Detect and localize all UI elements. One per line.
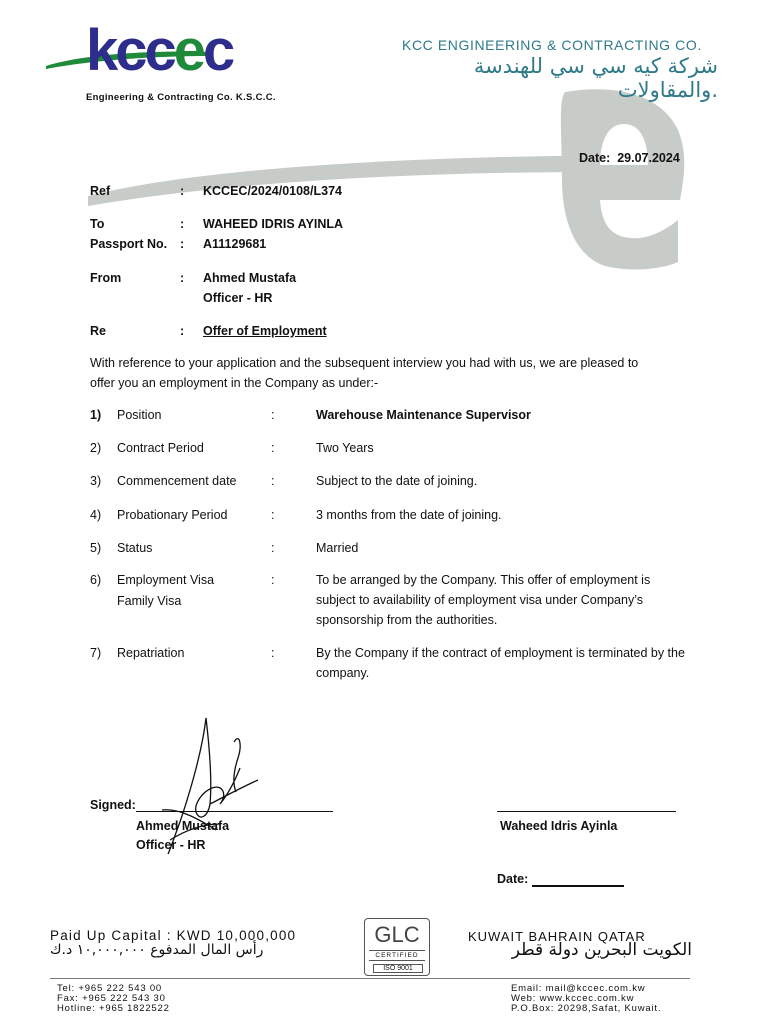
glc-certified-text: CERTIFIED: [369, 950, 425, 961]
item-value: Two Years: [316, 441, 374, 455]
left-signatory-name: Ahmed Mustafa: [136, 819, 230, 833]
item-colon: :: [271, 508, 275, 522]
ref-label: Ref: [90, 184, 111, 198]
countries-arabic: الكويت البحرين دولة قطر: [511, 940, 692, 960]
item-colon: :: [271, 646, 275, 660]
footer-divider: [50, 978, 690, 979]
left-signature-line: [136, 811, 333, 812]
item-colon: :: [271, 408, 275, 422]
item-label: Employment Visa: [117, 573, 215, 587]
to-colon: :: [180, 217, 185, 231]
item-number: 4): [90, 508, 102, 522]
passport-colon: :: [180, 237, 185, 251]
glc-text: GLC: [374, 922, 420, 947]
passport-label: Passport No.: [90, 237, 168, 251]
paid-up-capital: Paid Up Capital : KWD 10,000,000: [50, 928, 297, 943]
date-line: [579, 151, 680, 165]
passport-value: A11129681: [203, 237, 267, 251]
item-colon: :: [271, 441, 275, 455]
footer-contact-left: [57, 984, 170, 1014]
item-value: Warehouse Maintenance Supervisor: [316, 408, 531, 422]
company-name-english: KCC ENGINEERING & CONTRACTING CO.: [402, 37, 702, 53]
item-number: 2): [90, 441, 102, 455]
company-name-arabic: شركة كيه سي سي للهندسة والمقاولات.: [473, 54, 718, 102]
re-colon: :: [180, 324, 185, 338]
footer-tel: Tel: +965 222 543 00: [57, 983, 163, 994]
to-value: WAHEED IDRIS AYINLA: [203, 217, 344, 231]
left-signatory-title: Officer - HR: [136, 838, 206, 852]
to-label: To: [90, 217, 105, 231]
logo-subtitle: Engineering & Contracting Co. K.S.C.C.: [86, 92, 276, 103]
item-label-secondary: Family Visa: [117, 594, 182, 608]
footer-web: Web: www.kccec.com.kw: [511, 993, 635, 1004]
date-label: Date:: [579, 151, 611, 165]
footer-contact-right: [511, 984, 661, 1014]
item-label: Status: [117, 541, 153, 555]
item-colon: :: [271, 474, 275, 488]
countries-english: KUWAIT BAHRAIN QATAR: [468, 929, 646, 944]
right-signature-line: [497, 811, 676, 812]
glc-iso-text: ISO 9001: [373, 964, 423, 973]
glc-certification-badge: [364, 918, 430, 976]
footer-hotline: Hotline: +965 1822522: [57, 1003, 170, 1014]
item-number: 7): [90, 646, 102, 660]
item-label: Position: [117, 408, 162, 422]
item-value: 3 months from the date of joining.: [316, 508, 502, 522]
item-colon: :: [271, 573, 275, 587]
footer-fax: Fax: +965 222 543 30: [57, 993, 166, 1004]
item-label: Repatriation: [117, 646, 185, 660]
item-number: 1): [90, 408, 102, 422]
item-number: 6): [90, 573, 102, 587]
acceptance-date-label: Date:: [497, 872, 529, 886]
item-value: Married: [316, 541, 359, 555]
item-label: Commencement date: [117, 474, 237, 488]
signed-label: Signed:: [90, 798, 136, 812]
item-colon: :: [271, 541, 275, 555]
footer-email: Email: mail@kccec.com.kw: [511, 983, 646, 994]
from-name: Ahmed Mustafa: [203, 271, 297, 285]
item-number: 5): [90, 541, 102, 555]
re-value: Offer of Employment: [203, 324, 327, 338]
from-label: From: [90, 271, 122, 285]
item-value: Subject to the date of joining.: [316, 474, 478, 488]
item-value: To be arranged by the Company. This offer of employment is subject to availability of employment visa under Company’s sponsorship from the authorities.: [316, 573, 651, 627]
item-label: Contract Period: [117, 441, 204, 455]
ref-colon: :: [180, 184, 185, 198]
acceptance-date-line: [532, 885, 624, 887]
from-title: Officer - HR: [203, 291, 273, 305]
item-value: By the Company if the contract of employment is terminated by the company.: [316, 646, 685, 680]
from-colon: :: [180, 271, 185, 285]
item-label: Probationary Period: [117, 508, 228, 522]
date-value: 29.07.2024: [617, 151, 680, 165]
intro-line-2: offer you an employment in the Company as under:-: [90, 376, 379, 390]
footer-pobox: P.O.Box: 20298,Safat, Kuwait.: [511, 1003, 662, 1014]
intro-line-1: With reference to your application and the subsequent interview you had with us, we are pleased to: [90, 356, 639, 370]
right-signatory-name: Waheed Idris Ayinla: [500, 819, 618, 833]
paid-up-capital-arabic: رأس المال المدفوع ١٠,٠٠٠,٠٠٠ د.ك: [50, 942, 264, 958]
company-logo: kccec: [86, 18, 233, 83]
ref-value: KCCEC/2024/0108/L374: [203, 184, 342, 198]
item-number: 3): [90, 474, 102, 488]
re-label: Re: [90, 324, 106, 338]
